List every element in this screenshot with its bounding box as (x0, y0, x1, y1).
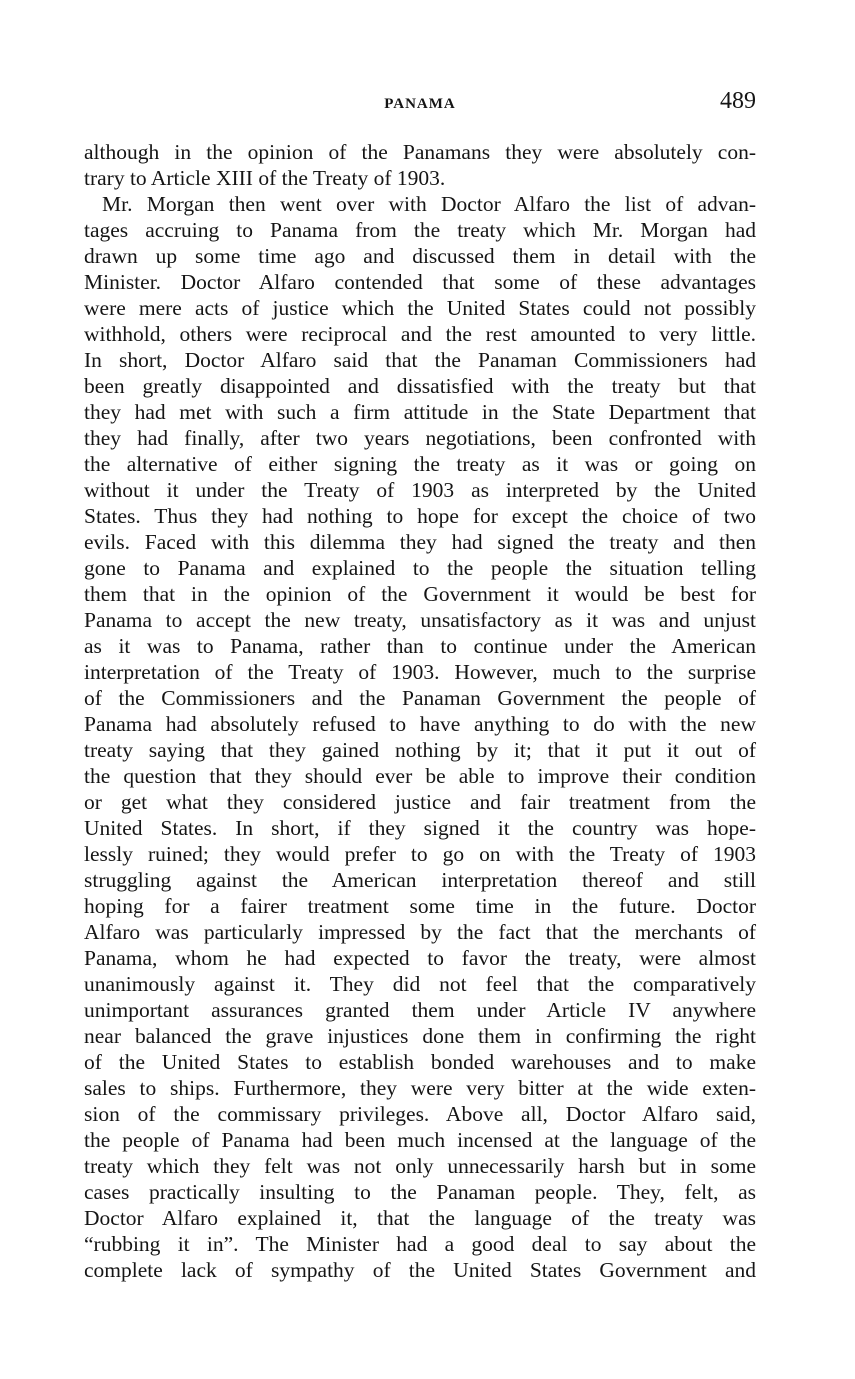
text-line: of the Commissioners and the Panaman Government the people of (84, 686, 756, 710)
text-line: States. Thus they had nothing to hope for except the choice of two (84, 504, 756, 528)
text-line: treaty saying that they gained nothing by it; that it put it out of (84, 738, 756, 762)
text-line: the question that they should ever be able to improve their condition (84, 764, 756, 788)
text-line: as it was to Panama, rather than to continue under the American (84, 634, 756, 658)
running-head: PANAMA (384, 96, 456, 112)
text-line: withhold, others were reciprocal and the rest amounted to very little. (84, 322, 756, 346)
text-line: sion of the commissary privileges. Above all, Doctor Alfaro said, (84, 1102, 756, 1126)
text-line: Doctor Alfaro explained it, that the language of the treaty was (84, 1206, 756, 1230)
text-line: drawn up some time ago and discussed them in detail with the (84, 244, 756, 268)
page-number: 489 (720, 88, 756, 114)
text-line: unanimously against it. They did not feel that the comparatively (84, 972, 756, 996)
text-line: treaty which they felt was not only unnecessarily harsh but in some (84, 1154, 756, 1178)
text-line: the people of Panama had been much incensed at the language of the (84, 1128, 756, 1152)
text-line: cases practically insulting to the Panaman people. They, felt, as (84, 1180, 756, 1204)
text-line: them that in the opinion of the Government it would be best for (84, 582, 756, 606)
body-text (84, 139, 756, 1283)
text-line: they had met with such a firm attitude in the State Department that (84, 400, 756, 424)
text-line: Minister. Doctor Alfaro contended that some of these advantages (84, 270, 756, 294)
text-line: “rubbing it in”. The Minister had a good deal to say about the (84, 1232, 756, 1256)
text-line: interpretation of the Treaty of 1903. However, much to the surprise (84, 660, 756, 684)
text-line: Mr. Morgan then went over with Doctor Alfaro the list of advan- (102, 192, 756, 216)
text-line: Alfaro was particularly impressed by the fact that the merchants of (84, 920, 756, 944)
text-line: unimportant assurances granted them under Article IV anywhere (84, 998, 756, 1022)
text-line: or get what they considered justice and fair treatment from the (84, 790, 756, 814)
text-line: In short, Doctor Alfaro said that the Panaman Commissioners had (84, 348, 756, 372)
text-line: United States. In short, if they signed it the country was hope- (84, 816, 756, 840)
text-line: the alternative of either signing the treaty as it was or going on (84, 452, 756, 476)
text-line: been greatly disappointed and dissatisfied with the treaty but that (84, 374, 756, 398)
text-line: of the United States to establish bonded warehouses and to make (84, 1050, 756, 1074)
text-line: struggling against the American interpretation thereof and still (84, 868, 756, 892)
page-header (84, 86, 756, 122)
text-line: sales to ships. Furthermore, they were very bitter at the wide exten- (84, 1076, 756, 1100)
text-line: although in the opinion of the Panamans they were absolutely con- (84, 140, 756, 164)
text-line: were mere acts of justice which the United States could not possibly (84, 296, 756, 320)
text-line: they had finally, after two years negotiations, been confronted with (84, 426, 756, 450)
text-line: lessly ruined; they would prefer to go on with the Treaty of 1903 (84, 842, 756, 866)
text-line: tages accruing to Panama from the treaty which Mr. Morgan had (84, 218, 756, 242)
text-line: Panama, whom he had expected to favor the treaty, were almost (84, 946, 756, 970)
text-line: Panama to accept the new treaty, unsatisfactory as it was and unjust (84, 608, 756, 632)
text-line: gone to Panama and explained to the people the situation telling (84, 556, 756, 580)
text-line: Panama had absolutely refused to have anything to do with the new (84, 712, 756, 736)
text-line: near balanced the grave injustices done them in confirming the right (84, 1024, 756, 1048)
text-line: hoping for a fairer treatment some time in the future. Doctor (84, 894, 756, 918)
text-line: complete lack of sympathy of the United States Government and (84, 1258, 756, 1282)
text-line: trary to Article XIII of the Treaty of 1903. (84, 166, 446, 190)
text-line: evils. Faced with this dilemma they had signed the treaty and then (84, 530, 756, 554)
text-line: without it under the Treaty of 1903 as interpreted by the United (84, 478, 756, 502)
